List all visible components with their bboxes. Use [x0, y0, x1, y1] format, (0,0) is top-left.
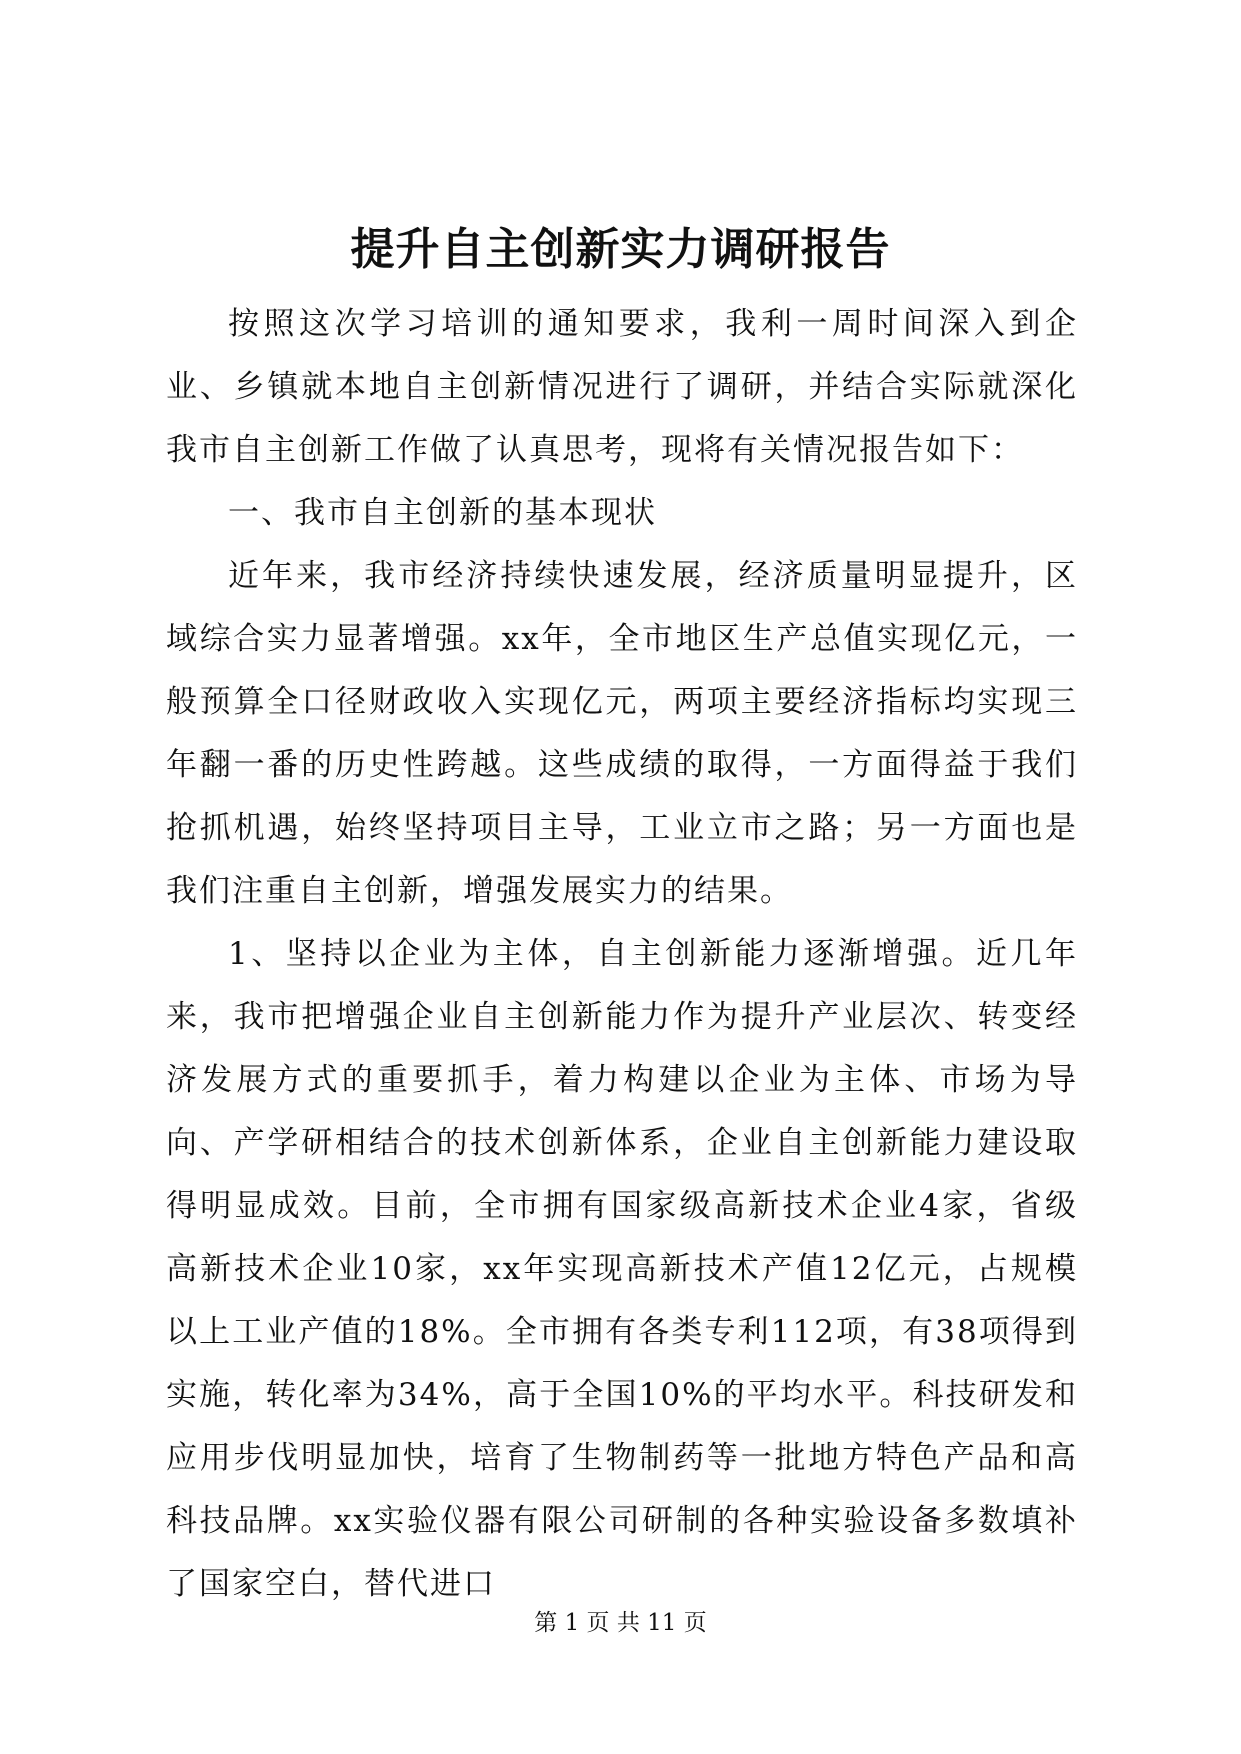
paragraph-point-1: 1、坚持以企业为主体，自主创新能力逐渐增强。近几年来，我市把增强企业自主创新能力作为提升产业层次、转变经济发展方式的重要抓手，着力构建以企业为主体、市场为导向、产学研相结合的技术创新体系，企业自主创新能力建设取得明显成效。目前，全市拥有国家级高新技术企业4家，省级高新技术企业10家，xx年实现高新技术产值12亿元，占规模以上工业产值的18%。全市拥有各类专利112项，有38项得到实施，转化率为34%，高于全国10%的平均水平。科技研发和应用步伐明显加快，培育了生物制药等一批地方特色产品和高科技品牌。xx实验仪器有限公司研制的各种实验设备多数填补了国家空白，替代进口 — [166, 936, 1078, 1602]
section-heading: 一、我市自主创新的基本现状 — [228, 495, 657, 531]
paragraph-overview: 近年来，我市经济持续快速发展，经济质量明显提升，区域综合实力显著增强。xx年，全市地区生产总值实现亿元，一般预算全口径财政收入实现亿元，两项主要经济指标均实现三年翻一番的历史性跨越。这些成绩的取得，一方面得益于我们抢抓机遇，始终坚持项目主导，工业立市之路；另一方面也是我们注重自主创新，增强发展实力的结果。 — [166, 558, 1078, 909]
document-title: 提升自主创新实力调研报告 — [350, 224, 891, 275]
page-number: 第 1 页 共 11 页 — [534, 1610, 707, 1636]
paragraph-intro: 按照这次学习培训的通知要求，我利一周时间深入到企业、乡镇就本地自主创新情况进行了调研，并结合实际就深化我市自主创新工作做了认真思考，现将有关情况报告如下： — [166, 306, 1078, 468]
document-body — [166, 293, 1078, 1616]
